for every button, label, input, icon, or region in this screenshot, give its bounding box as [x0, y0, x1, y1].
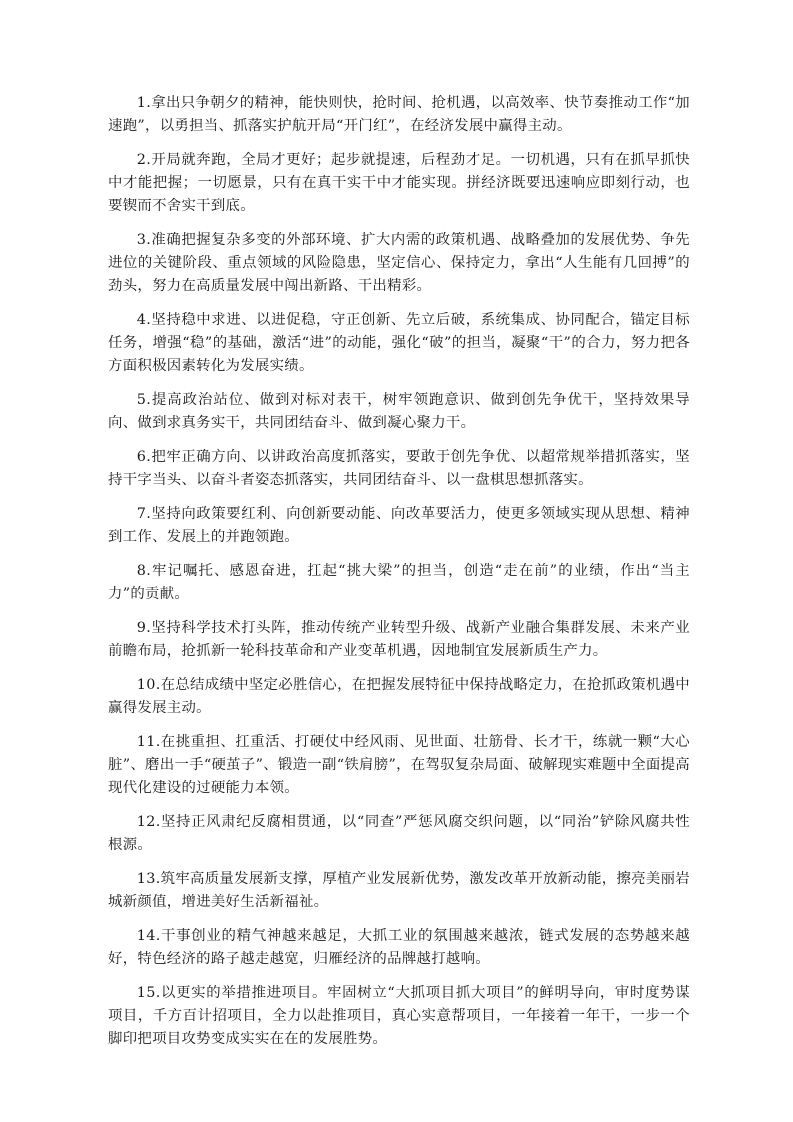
paragraph-15: 15.以更实的举措推进项目。牢固树立“大抓项目抓大项目”的鲜明导向，审时度势谋项目，千方百计招项目，全力以赴推项目，真心实意帮项目，一年接着一年干，一步一个脚印把项目攻势变成实实在在的发展胜势。 [108, 985, 690, 1047]
paragraph-11: 11.在挑重担、扛重活、打硬仗中经风雨、见世面、壮筋骨、长才干，练就一颗“大心脏”、磨出一手“硬茧子”、锻造一副“铁肩膀”，在驾驭复杂局面、破解现实难题中全面提高现代化建设的过硬能力本领。 [108, 734, 690, 796]
paragraph-12: 12.坚持正风肃纪反腐相贯通，以“同查”严惩风腐交织问题，以“同治”铲除风腐共性根源。 [108, 814, 690, 853]
paragraph-13: 13.筑牢高质量发展新支撑，厚植产业发展新优势，激发改革开放新动能，擦亮美丽岩城新颜值，增进美好生活新福祉。 [108, 871, 690, 910]
paragraph-14: 14.干事创业的精气神越来越足，大抓工业的氛围越来越浓，链式发展的态势越来越好，特色经济的路子越走越宽，归雁经济的品牌越打越响。 [108, 928, 690, 967]
paragraph-2: 2.开局就奔跑，全局才更好；起步就提速，后程劲才足。一切机遇，只有在抓早抓快中才能把握；一切愿景，只有在真干实干中才能实现。拼经济既要迅速响应即刻行动，也要锲而不舍实干到底。 [108, 152, 690, 214]
paragraph-3: 3.准确把握复杂多变的外部环境、扩大内需的政策机遇、战略叠加的发展优势、争先进位的关键阶段、重点领域的风险隐患，坚定信心、保持定力，拿出“人生能有几回搏”的劲头，努力在高质量发展中闯出新路、干出精彩。 [108, 232, 690, 294]
paragraph-8: 8.牢记嘱托、感恩奋进，扛起“挑大梁”的担当，创造“走在前”的业绩，作出“当主力”的贡献。 [108, 563, 690, 602]
document-page [108, 92, 690, 1062]
paragraph-10: 10.在总结成绩中坚定必胜信心，在把握发展特征中保持战略定力，在抢抓政策机遇中赢得发展主动。 [108, 677, 690, 716]
paragraph-1: 1.拿出只争朝夕的精神，能快则快，抢时间、抢机遇，以高效率、快节奏推动工作“加速跑”，以勇担当、抓落实护航开局“开门红”，在经济发展中赢得主动。 [108, 95, 690, 134]
paragraph-5: 5.提高政治站位、做到对标对表干，树牢领跑意识、做到创先争优干，坚持效果导向、做到求真务实干，共同团结奋斗、做到凝心聚力干。 [108, 392, 690, 431]
paragraph-7: 7.坚持向政策要红利、向创新要动能、向改革要活力，使更多领域实现从思想、精神到工作、发展上的并跑领跑。 [108, 506, 690, 545]
paragraph-9: 9.坚持科学技术打头阵，推动传统产业转型升级、战新产业融合集群发展、未来产业前瞻布局，抢抓新一轮科技革命和产业变革机遇，因地制宜发展新质生产力。 [108, 620, 690, 659]
paragraph-4: 4.坚持稳中求进、以进促稳，守正创新、先立后破，系统集成、协同配合，锚定目标任务，增强“稳”的基础，激活“进”的动能，强化“破”的担当，凝聚“干”的合力，努力把各方面积极因素转化为发展实绩。 [108, 312, 690, 374]
paragraph-6: 6.把牢正确方向、以讲政治高度抓落实，要敢于创先争优、以超常规举措抓落实，坚持干字当头、以奋斗者姿态抓落实，共同团结奋斗、以一盘棋思想抓落实。 [108, 449, 690, 488]
